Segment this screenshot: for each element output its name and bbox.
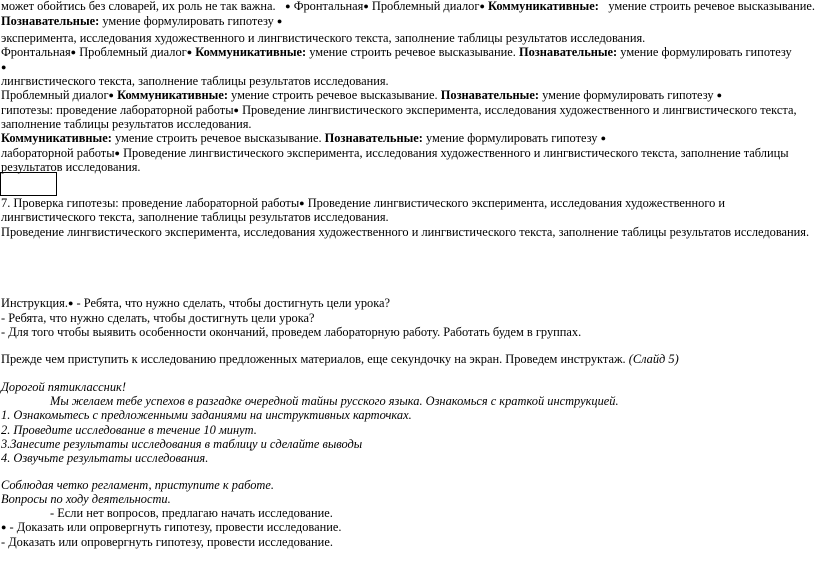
text-line: Проведение лингвистического эксперимента, исследования художественного и лингвистического текста, заполнение таблицы результатов исследования. (1, 225, 810, 239)
text-line: результатов исследования. (1, 160, 141, 174)
text-line: - Ребята, что нужно сделать, чтобы достигнуть цели урока? (1, 311, 315, 325)
text-line: Фронтальная● Проблемный диалог● Коммуникативные: умение строить речевое высказывание. Познавательные: умение формулировать гипотезу (1, 45, 792, 59)
bullet-icon: ● (1, 62, 7, 72)
text-line: Прежде чем приступить к исследованию предложенных материалов, еще секундочку на экран. Проведем инструктаж. (Слайд 5) (1, 352, 679, 366)
bullet-icon: ● (363, 1, 369, 11)
text-line: Познавательные: умение формулировать гипотезу ● (1, 14, 283, 28)
text-segment: может обойтись без словарей, их роль не так важна. (1, 0, 276, 13)
text-line: 1. Ознакомьтесь с предложенными заданиями на инструктивных карточках. (1, 408, 412, 422)
text-line (1, 60, 6, 75)
text-line: лингвистического текста, заполнение таблицы результатов исследования. (1, 210, 389, 224)
bullet-icon: ● (114, 148, 120, 158)
bullet-icon: ● (276, 16, 283, 26)
text-line: Вопросы по ходу деятельности. (1, 492, 171, 506)
text-line: - Если нет вопросов, предлагаю начать исследование. (50, 506, 333, 520)
bullet-icon: ● (233, 105, 239, 115)
text-line: Дорогой пятиклассник! (1, 380, 126, 394)
text-line: Коммуникативные: умение строить речевое высказывание. Познавательные: умение формулировать гипотезу ● (1, 131, 606, 145)
bullet-icon: ● (186, 47, 193, 57)
text-line: 2. Проведите исследование в течение 10 минут. (1, 423, 257, 437)
bullet-icon: ● (108, 90, 114, 100)
text-line: лабораторной работы● Проведение лингвистического эксперимента, исследования художественного и лингвистического текста, заполнение таблицы (1, 146, 789, 160)
text-line: лингвистического текста, заполнение таблицы результатов исследования. (1, 74, 389, 88)
text-line: Инструкция.● - Ребята, что нужно сделать, чтобы достигнуть цели урока? (1, 296, 391, 310)
bullet-icon: ● (600, 133, 606, 143)
empty-table-cell (0, 172, 57, 196)
bullet-icon: ● (479, 1, 485, 11)
text-line: гипотезы: проведение лабораторной работы● Проведение лингвистического эксперимента, исследования художественного и лингвистического текста, (1, 103, 797, 117)
text-line: Мы желаем тебе успехов в разгадке очередной тайны русского языка. Ознакомься с краткой инструкцией. (50, 394, 619, 408)
text-line: 4. Озвучьте результаты исследования. (1, 451, 209, 465)
text-line: Соблюдая четко регламент, приступите к работе. (1, 478, 274, 492)
bullet-icon: ● (1, 522, 7, 532)
text-line: ● - Доказать или опровергнуть гипотезу, провести исследование. (1, 520, 342, 534)
text-line: - Доказать или опровергнуть гипотезу, провести исследование. (1, 535, 333, 549)
text-line (1, 0, 815, 14)
text-line: Проблемный диалог● Коммуникативные: умение строить речевое высказывание. Познавательные: умение формулировать гипотезу ● (1, 88, 723, 102)
bullet-icon: ● (70, 47, 77, 57)
text-line: эксперимента, исследования художественного и лингвистического текста, заполнение таблицы результатов исследования. (1, 31, 646, 45)
bullet-icon: ● (299, 198, 305, 208)
bullet-icon: ● (67, 298, 74, 308)
text-line: - Для того чтобы выявить особенности окончаний, проведем лабораторную работу. Работать будем в группах. (1, 325, 582, 339)
text-segment: ● Фронтальная● Проблемный диалог● Коммуникативные: (285, 0, 599, 13)
text-line: 3.Занесите результаты исследования в таблицу и сделайте выводы (1, 437, 363, 451)
bullet-icon: ● (285, 1, 291, 11)
text-line: заполнение таблицы результатов исследования. (1, 117, 252, 131)
text-segment: умение строить речевое высказывание. (608, 0, 815, 13)
bullet-icon: ● (716, 90, 723, 100)
text-line: 7. Проверка гипотезы: проведение лабораторной работы● Проведение лингвистического эксперимента, исследования художественного и (1, 196, 726, 210)
